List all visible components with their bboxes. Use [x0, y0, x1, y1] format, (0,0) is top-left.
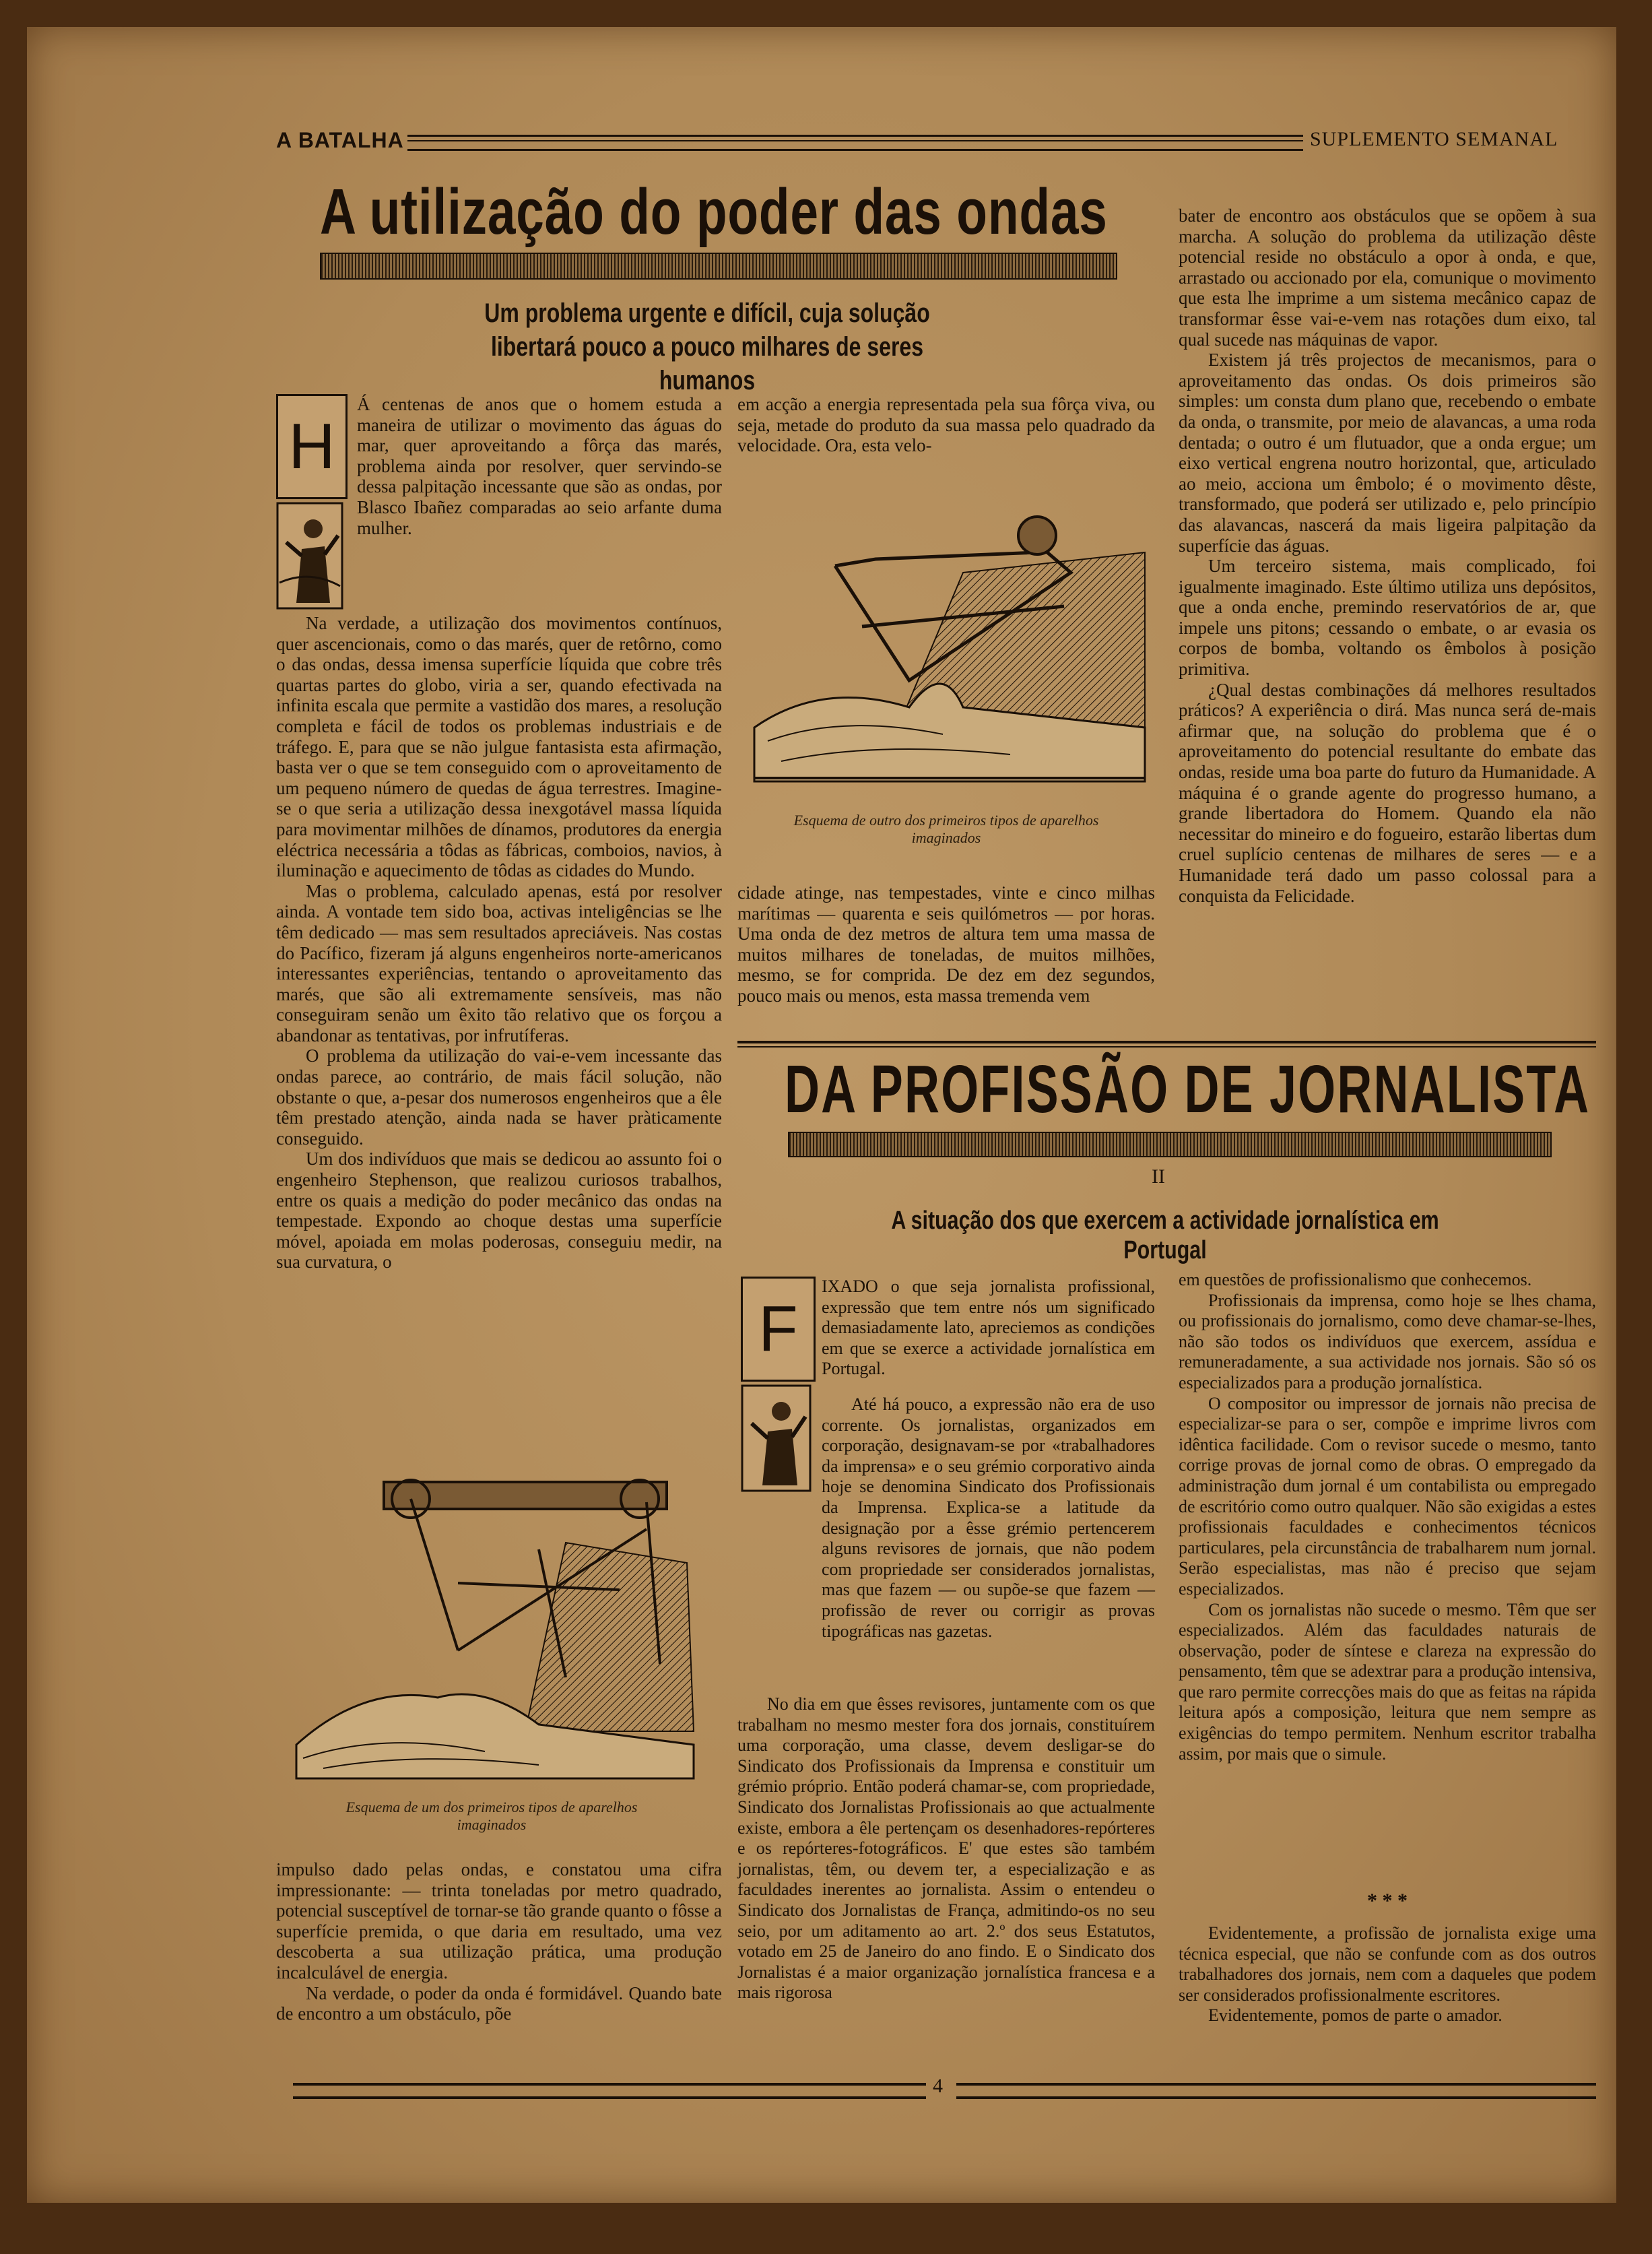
wave-machine-illustration-1 — [283, 1462, 700, 1785]
section-stars: * * * — [1367, 1890, 1408, 1912]
dropcap-h: H — [276, 394, 348, 499]
article2-title-bar — [788, 1132, 1552, 1157]
footer-rule-left — [293, 2083, 926, 2099]
article-subtitle: Um problema urgente e difícil, cuja solução libertará pouco a pouco milhares de seres humanos — [484, 298, 930, 395]
article1-col1-first: Á centenas de anos que o homem estuda a maneira de utilizar o movimento das águas do mar, quer aproveitando a fôrça das marés, problema ainda por resolver, quer servindo-se dessa palpitação incessante que são as ondas, por Blasco Ibañez comparadas ao seio arfante duma mulher. — [357, 394, 722, 538]
article2-subtitle: A situação dos que exercem a actividade jornalística em Portugal — [891, 1206, 1439, 1264]
wave-machine-illustration-2 — [741, 505, 1152, 788]
figure-caption-2: Esquema de outro dos primeiros tipos de aparelhos imaginados — [793, 812, 1099, 846]
dropcap-illustration-icon — [276, 502, 343, 610]
article-title: A utilização do poder das ondas — [320, 176, 1108, 248]
article2-colB: em questões de profissionalismo que conhecemos. Profissionais da imprensa, como hoje se lhes chama, ou profissionais do jornalismo, como deve chamar-se-lhes, não são todos os indivíduos que exercem, assídua e remuneradamente, a sua actividade nos jornais. São só os especializados para a produção jornalística. O compositor ou impressor de jornais não precisa de especializar-se para o ser, compõe e imprime livros com idêntica facilidade. Com o revisor sucede o mesmo, tanto corrige provas de jornal como de obras. O empregado da administração dum jornal é um contabilista ou empregado de escritório como outro qualquer. Não são exigidas a estes profissionais faculdades e conhecimentos técnicos particulares, pela circunstância de trabalharem num jornal. Serão especialistas, mas não é preciso que sejam especializados. Com os jornalistas não sucede o mesmo. Têm que ser especializados. Além das faculdades naturais de observação, poder de síntese e clareza na expressão do pensamento, têm que se adextrar para a produção intensiva, que raro permite correcções mais do que as feitas na rápida leitura após a composição, leitura que nem sempre as exigências do tempo permitem. Nenhum escritor trabalha assim, por mais que o simule. — [1179, 1270, 1596, 1764]
section-label: SUPLEMENTO SEMANAL — [1310, 128, 1558, 150]
masthead: A BATALHA — [276, 128, 404, 152]
article2-colA-rest: No dia em que êsses revisores, juntamente com os que trabalham no mesmo mester fora dos jornais, constituírem uma corporação, uma classe, devem desligar-se do Sindicato dos Profissionais da Imprensa e constituir um grémio próprio. Então poderá chamar-se, com propriedade, Sindicato dos Jornalistas Profissionais ao que actualmente existe, embora a êle pertençam os desenhadores-repórteres e os repórteres-fotográficos. E' que estes são também jornalistas, têm, ou devem ter, a especialização e as faculdades inerentes ao jornalista. Assim o entendeu o Sindicato dos Jornalistas de França, admitindo-os no seu seio, por um aditamento ao art. 2.º dos seus Estatutos, votado em 25 de Janeiro do ano findo. E o Sindicato dos Jornalistas é a maior organização jornalística francesa e a mais rigorosa — [737, 1694, 1155, 2003]
newspaper-page — [27, 27, 1616, 2203]
dropcap-f: F — [741, 1277, 816, 1382]
article2-colA-first: IXADO o que seja jornalista profissional, expressão que tem entre nós um significado demasiadamente lato, apreciemos as condições em que se exerce a actividade jornalística em Portugal. — [822, 1277, 1155, 1379]
figure-caption-1: Esquema de um dos primeiros tipos de aparelhos imaginados — [345, 1799, 638, 1833]
article1-col2-bottom: cidade atinge, nas tempestades, vinte e cinco milhas marítimas — quarenta e seis quilómetros — por horas. Uma onda de dez metros de altura tem uma massa de muitos milhares de toneladas, de muitos milhões, mesmo, se for comprida. De dez em dez segundos, pouco mais ou menos, esta massa tremenda vem — [737, 882, 1155, 1006]
article2-part: II — [1152, 1165, 1165, 1188]
title-bar — [320, 253, 1117, 280]
page-number: 4 — [933, 2075, 943, 2097]
section-divider — [737, 1041, 1596, 1043]
header-rule — [407, 135, 1303, 151]
article2-colB-end: Evidentemente, a profissão de jornalista exige uma técnica especial, que não se confunde com as dos outros trabalhadores dos jornais, nem com a daqueles que podem ser considerados profissionalmente escritores. Evidentemente, pomos de parte o amador. — [1179, 1923, 1596, 2026]
section-divider-2 — [737, 1046, 1596, 1048]
article2-title: DA PROFISSÃO DE JORNALISTA — [785, 1052, 1591, 1127]
article1-col3: bater de encontro aos obstáculos que se opõem à sua marcha. A solução do problema da utilização dêste potencial reside no obstáculo a opor à onda, e que, arrastado ou accionado por ela, comunique o movimento que esta lhe imprime a um sistema mecânico capaz de transformar êsse vai-e-vem nas rotações dum eixo, tal qual sucede nas máquinas de vapor. Existem já três projectos de mecanismos, para o aproveitamento das ondas. Os dois primeiros são simples: um consta dum plano que, recebendo o embate da onda, o transmite, por meio de alavancas, a uma roda dentada; o outro é um flutuador, que a onda ergue; um eixo vertical engrena noutro horizontal, que, articulado ao meio, acciona um êmbolo; é o movimento dêste, transformado, que poderá ser utilizado e, pelo princípio das alavancas, nascerá da mais ligeira palpitação da superfície das águas. Um terceiro sistema, mais complicado, foi igualmente imaginado. Este último utiliza uns depósitos, que a onda enche, premindo reservatórios de ar, que impele uns pitons; cessando o embate, o ar evasia os corpos de bomba, voltando os êmbolos à posição primitiva. ¿Qual destas combinações dá melhores resultados práticos? A experiência o dirá. Mas nunca será de-mais afirmar que, na solução do problema que é o aproveitamento do potencial resultante do embate das ondas, reside uma boa parte do futuro da Humanidade. A máquina é o grande agente do progresso humano, a grande libertadora do Homem. Quando ela não necessitar do mineiro e do fogueiro, estarão libertas dum cruel suplício centenas de milhares de seres — e a Humanidade terá dado um passo colossal para a conquista da Felicidade. — [1179, 205, 1596, 906]
article1-col1: Na verdade, a utilização dos movimentos contínuos, quer ascencionais, como o das marés, quer de retôrno, como o das ondas, dessa imensa superfície líquida que cobre três quartas partes do globo, viria a ser, quando efectivada na infinita escala que permite a vastidão dos mares, a resolução completa e fácil de todos os problemas industriais e de tráfego. E, para que se não julgue fantasista esta afirmação, basta ver o que se tem conseguido com o aproveitamento de um pequeno número de quedas de água terrestres. Imagine-se o que seria a utilização dessa inexgotável massa líquida para movimentar milhões de dínamos, produtores da energia eléctrica necessária a tôdas as fábricas, comboios, navios, à iluminação e aquecimento de tôdas as cidades do Mundo. Mas o problema, calculado apenas, está por resolver ainda. A vontade tem sido boa, activas inteligências se lhe têm dedicado — mas sem resultados apreciáveis. Nas costas do Pacífico, fizeram já alguns engenheiros norte-americanos interessantes experiências, tentando o aproveitamento das marés, que são ali extremamente sensíveis, mas não conseguiram senão um êxito tão relativo que os forçou a abandonar as tentativas, por infrutíferas. O problema da utilização do vai-e-vem incessante das ondas parece, ao contrário, de mais fácil solução, não obstante o que, a-pesar dos numerosos engenheiros que a êle têm prestado atenção, ainda nada se haver pràticamente conseguido. Um dos indivíduos que mais se dedicou ao assunto foi o engenheiro Stephenson, que realizou curiosos trabalhos, entre os quais a medição do poder mecânico das ondas na tempestade. Expondo ao choque destas uma superfície móvel, apoiada em molas poderosas, conseguiu medir, na sua curvatura, o — [276, 613, 722, 1273]
dropcap-illustration-2-icon — [741, 1384, 812, 1492]
article1-col1-bottom: impulso dado pelas ondas, e constatou uma cifra impressionante: — trinta toneladas por metro quadrado, potencial susceptível de tornar-se tão grande quanto o fôsse a superfície premida, o que daria em resultado, uma vez descoberta a sua utilização prática, uma produção incalculável de energia. Na verdade, o poder da onda é formidável. Quando bate de encontro a um obstáculo, põe — [276, 1859, 722, 2024]
article1-col2-top: em acção a energia representada pela sua fôrça viva, ou seja, metade do produto da sua massa pelo quadrado da velocidade. Ora, esta velo- — [737, 394, 1155, 456]
footer-rule-right — [956, 2083, 1596, 2099]
article2-colA-second: Até há pouco, a expressão não era de uso corrente. Os jornalistas, organizados em corporação, designavam-se por «trabalhadores da imprensa» e o seu grémio corporativo ainda hoje se denomina Sindicato dos Profissionais da Imprensa. Explica-se a latitude da designação por a êsse grémio pertencerem alguns revisores de jornais, que não podem com propriedade ser considerados jornalistas, mas que fazem — ou supõe-se que fazem — profissão de rever ou corrigir as provas tipográficas nas gazetas. — [822, 1394, 1155, 1641]
